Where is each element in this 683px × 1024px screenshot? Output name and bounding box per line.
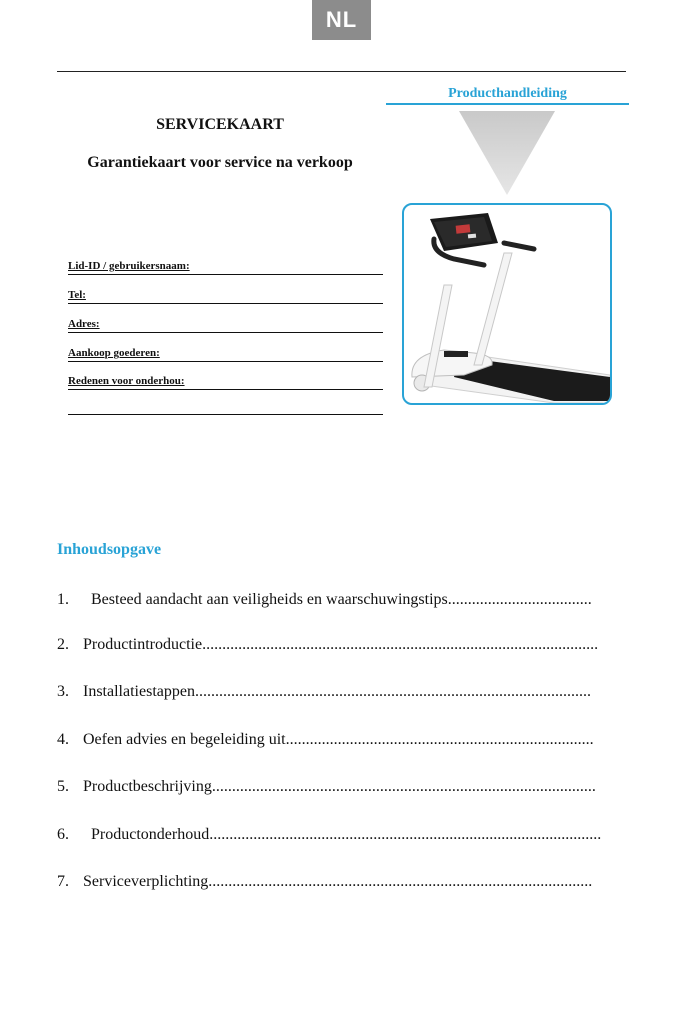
- blank-line: [68, 414, 383, 415]
- field-label: Redenen voor onderhou:: [68, 375, 185, 387]
- field-label: Adres:: [68, 318, 100, 330]
- field-label: Lid-ID / gebruikersnaam:: [68, 260, 190, 272]
- toc-item[interactable]: [57, 871, 627, 893]
- manual-label: Producthandleiding: [448, 86, 567, 101]
- phone-field[interactable]: [68, 287, 383, 304]
- manual-label-underline: [386, 103, 629, 105]
- toc-item[interactable]: [57, 589, 627, 611]
- purchase-field[interactable]: [68, 345, 383, 362]
- repair-reason-field[interactable]: [68, 373, 383, 390]
- member-id-field[interactable]: [68, 258, 383, 275]
- toc-item[interactable]: [57, 776, 627, 798]
- toc-number: 5.: [57, 778, 69, 795]
- toc-text: Serviceverplichting................................................................................................: [83, 873, 593, 890]
- top-divider: [57, 71, 626, 72]
- treadmill-icon: [404, 205, 610, 403]
- language-badge: NL: [312, 0, 371, 40]
- down-arrow-icon: [459, 111, 555, 195]
- toc-number: 3.: [57, 683, 69, 700]
- toc-number: 4.: [57, 731, 69, 748]
- toc-text: Productonderhoud..................................................................................................: [91, 826, 602, 843]
- toc-text: Productintroductie...................................................................................................: [83, 636, 599, 653]
- toc-number: 1.: [57, 591, 69, 608]
- toc-text: Oefen advies en begeleiding uit.............................................................................: [83, 731, 594, 748]
- toc-item[interactable]: [57, 729, 627, 751]
- toc-text: Installatiestappen...................................................................................................: [83, 683, 591, 700]
- toc-heading: Inhoudsopgave: [57, 541, 162, 558]
- field-label: Tel:: [68, 289, 86, 301]
- toc-item[interactable]: [57, 824, 627, 846]
- service-card-subtitle: Garantiekaart voor service na verkoop: [87, 154, 353, 171]
- toc-item[interactable]: [57, 634, 627, 656]
- toc-text: Productbeschrijving................................................................................................: [83, 778, 596, 795]
- address-field[interactable]: [68, 316, 383, 333]
- toc-number: 7.: [57, 873, 69, 890]
- service-card-title: SERVICEKAART: [156, 116, 284, 133]
- toc-text: Besteed aandacht aan veiligheids en waarschuwingstips....................................: [91, 591, 592, 608]
- toc-number: 6.: [57, 826, 69, 843]
- toc-number: 2.: [57, 636, 69, 653]
- field-label: Aankoop goederen:: [68, 347, 160, 359]
- product-image-frame: [402, 203, 612, 405]
- toc-item[interactable]: [57, 681, 627, 703]
